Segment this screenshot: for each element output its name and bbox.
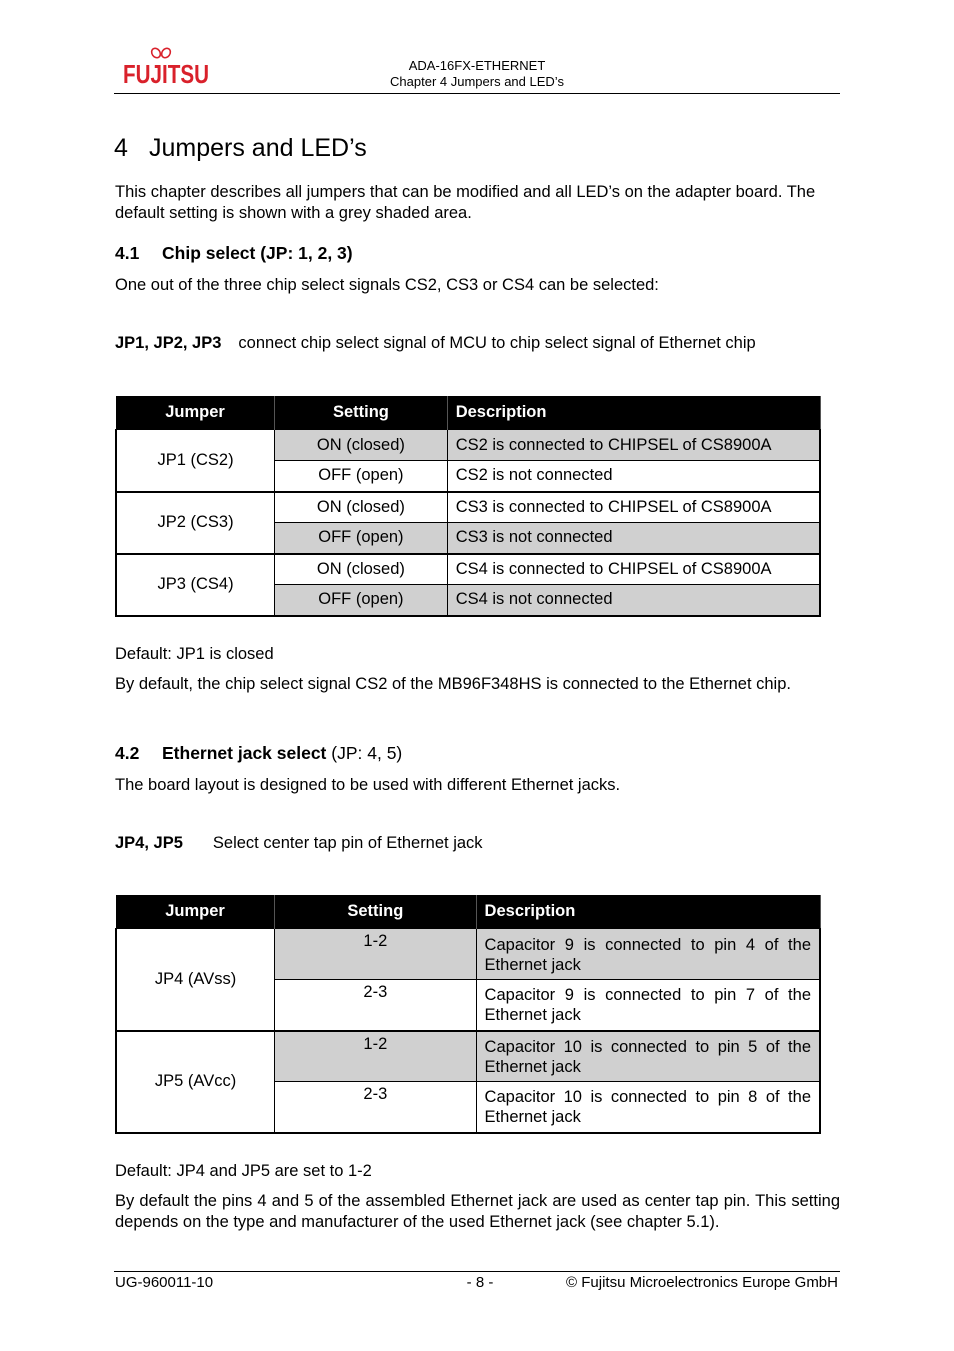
setting-cell: ON (closed) [275,492,448,523]
jumper-cell: JP3 (CS4) [116,554,275,616]
setting-cell: 1-2 [275,1031,476,1082]
chip-select-table [115,396,821,617]
table-row [116,430,820,461]
jumper-cell: JP4 (AVss) [116,929,275,1031]
logo-text: FUJITSU [123,59,209,89]
setting-cell: OFF (open) [275,585,448,616]
fujitsu-logo [114,44,214,94]
description-cell: CS2 is connected to CHIPSEL of CS8900A [447,430,820,461]
setting-cell: 2-3 [275,980,476,1031]
description-cell: Capacitor 10 is connected to pin 8 of the Ethernet jack [476,1082,820,1133]
setting-cell: ON (closed) [275,554,448,585]
setting-cell: 2-3 [275,1082,476,1133]
jumper-lead-line [115,334,756,353]
section-heading-4-1 [115,243,353,264]
chapter-label: Chapter 4 Jumpers and LED’s [390,74,564,89]
section-heading-4-2 [115,743,402,764]
table-row [116,492,820,523]
col-header-description: Description [476,895,820,929]
jumper-cell: JP2 (CS3) [116,492,275,554]
section-number: 4.2 [115,743,140,763]
description-cell: CS3 is not connected [447,523,820,554]
footer-page-number: - 8 - [466,1274,494,1291]
jumper-cell: JP5 (AVcc) [116,1031,275,1133]
table-row [116,1031,820,1082]
jumper-lead-line [115,834,483,853]
lead-text: Select center tap pin of Ethernet jack [212,834,483,852]
table-header-row [116,396,820,430]
chapter-heading [114,134,367,163]
intro-paragraph: This chapter describes all jumpers that can be modified and all LED’s on the adapter board. The default setting is shown with a grey shaded area. [115,183,816,222]
col-header-setting: Setting [275,396,448,430]
setting-cell: ON (closed) [275,430,448,461]
chapter-title: Jumpers and LED’s [149,134,367,162]
section-title: Chip select (JP: 1, 2, 3) [162,243,353,263]
section-title-suffix: (JP: 4, 5) [331,743,403,763]
description-cell: Capacitor 10 is connected to pin 5 of the Ethernet jack [476,1031,820,1082]
section1-default-text: By default, the chip select signal CS2 of the MB96F348HS is connected to the Ethernet chip. [115,675,791,693]
section1-text: One out of the three chip select signals CS2, CS3 or CS4 can be selected: [115,276,659,294]
section2-default-text: By default the pins 4 and 5 of the assembled Ethernet jack are used as center tap pin. This setting depends on the type and manufacturer of the used Ethernet jack (see chapter 5.1). [115,1192,840,1231]
section2-text: The board layout is designed to be used with different Ethernet jacks. [115,776,621,794]
col-header-jumper: Jumper [116,895,275,929]
description-cell: CS2 is not connected [447,461,820,492]
footer-copyright: © Fujitsu Microelectronics Europe GmbH [566,1274,838,1291]
col-header-setting: Setting [275,895,476,929]
col-header-jumper: Jumper [116,396,275,430]
setting-cell: 1-2 [275,929,476,980]
description-cell: CS3 is connected to CHIPSEL of CS8900A [447,492,820,523]
header-rule [114,93,840,94]
section-number: 4.1 [115,243,140,263]
description-cell: CS4 is not connected [447,585,820,616]
section1-default: Default: JP1 is closed [115,645,274,663]
doc-title: ADA-16FX-ETHERNET [408,58,546,73]
jumper-cell: JP1 (CS2) [116,430,275,492]
table-header-row [116,895,820,929]
setting-cell: OFF (open) [275,461,448,492]
lead-text: connect chip select signal of MCU to chip select signal of Ethernet chip [238,334,756,352]
chapter-number: 4 [114,134,128,162]
description-cell: Capacitor 9 is connected to pin 7 of the Ethernet jack [476,980,820,1031]
description-cell: Capacitor 9 is connected to pin 4 of the Ethernet jack [476,929,820,980]
footer-doc-id: UG-960011-10 [115,1274,214,1291]
table-row [116,929,820,980]
setting-cell: OFF (open) [275,523,448,554]
ethernet-jack-table [115,895,821,1134]
footer-rule [114,1271,840,1272]
section2-default: Default: JP4 and JP5 are set to 1-2 [115,1162,372,1180]
lead-label: JP1, JP2, JP3 [115,334,222,352]
table-row [116,554,820,585]
lead-label: JP4, JP5 [115,834,183,852]
section-title: Ethernet jack select [162,743,327,763]
col-header-description: Description [447,396,820,430]
description-cell: CS4 is connected to CHIPSEL of CS8900A [447,554,820,585]
